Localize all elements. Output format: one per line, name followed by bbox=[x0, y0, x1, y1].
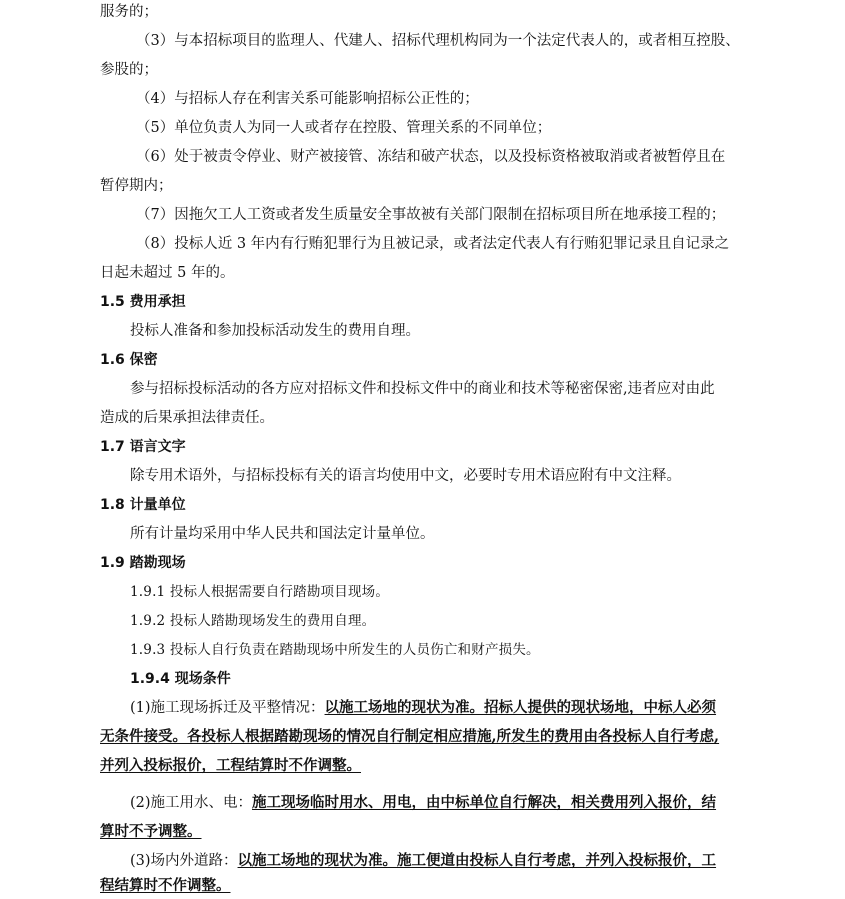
paragraph: 除专用术语外，与招标投标有关的语言均使用中文，必要时专用术语应附有中文注释。 bbox=[130, 468, 681, 484]
list-item-6: （6）处于被责令停业、财产被接管、冻结和破产状态，以及投标资格被取消或者被暂停且在 bbox=[136, 149, 726, 165]
condition-label: (1)施工现场拆迁及平整情况： bbox=[130, 700, 325, 716]
text-line: 服务的； bbox=[100, 4, 158, 20]
paragraph: 投标人准备和参加投标活动发生的费用自理。 bbox=[130, 323, 420, 339]
condition-text: 以施工场地的现状为准。招标人提供的现状场地，中标人必须 bbox=[324, 699, 717, 716]
text-line: 造成的后果承担法律责任。 bbox=[100, 410, 274, 426]
condition-label: (3)场内外道路： bbox=[130, 853, 238, 869]
section-heading-1-5: 1.5 费用承担 bbox=[100, 294, 186, 310]
text-line: 日起未超过 5 年的。 bbox=[100, 265, 235, 281]
subsection-1-9-3: 1.9.3 投标人自行负责在踏勘现场中所发生的人员伤亡和财产损失。 bbox=[130, 642, 540, 658]
subsection-heading-1-9-4: 1.9.4 现场条件 bbox=[130, 671, 231, 687]
condition-label: (2)施工用水、电： bbox=[130, 795, 253, 811]
section-heading-1-9: 1.9 踏勘现场 bbox=[100, 555, 186, 571]
condition-text: 无条件接受。各投标人根据踏勘现场的情况自行制定相应措施,所发生的费用由各投标人自行考虑, bbox=[100, 728, 720, 745]
list-item-5: （5）单位负责人为同一人或者存在控股、管理关系的不同单位； bbox=[136, 120, 552, 136]
section-heading-1-6: 1.6 保密 bbox=[100, 352, 158, 368]
condition-text: 程结算时不作调整。 bbox=[100, 877, 231, 894]
subsection-1-9-1: 1.9.1 投标人根据需要自行踏勘项目现场。 bbox=[130, 584, 390, 600]
condition-item-1 bbox=[0, 698, 845, 718]
condition-text: 并列入投标报价，工程结算时不作调整。 bbox=[100, 757, 361, 774]
condition-text: 以施工场地的现状为准。施工便道由投标人自行考虑，并列入投标报价，工 bbox=[237, 852, 717, 869]
subsection-1-9-2: 1.9.2 投标人踏勘现场发生的费用自理。 bbox=[130, 613, 376, 629]
paragraph: 参与招标投标活动的各方应对招标文件和投标文件中的商业和技术等秘密保密,违者应对由此 bbox=[130, 381, 715, 397]
list-item-3: （3）与本招标项目的监理人、代建人、招标代理机构同为一个法定代表人的，或者相互控股、 bbox=[136, 33, 740, 49]
section-heading-1-7: 1.7 语言文字 bbox=[100, 439, 186, 455]
condition-text: 算时不予调整。 bbox=[100, 823, 202, 840]
condition-item-3 bbox=[0, 851, 845, 871]
list-item-4: （4）与招标人存在利害关系可能影响招标公正性的； bbox=[136, 91, 479, 107]
text-line: 暂停期内； bbox=[100, 178, 173, 194]
section-heading-1-8: 1.8 计量单位 bbox=[100, 497, 186, 513]
text-line: 参股的； bbox=[100, 62, 158, 78]
list-item-7: （7）因拖欠工人工资或者发生质量安全事故被有关部门限制在招标项目所在地承接工程的； bbox=[136, 207, 726, 223]
condition-text: 施工现场临时用水、用电，由中标单位自行解决，相关费用列入报价，结 bbox=[252, 794, 717, 811]
condition-item-2 bbox=[0, 793, 845, 813]
list-item-8: （8）投标人近 3 年内有行贿犯罪行为且被记录，或者法定代表人有行贿犯罪记录且自记录之 bbox=[136, 236, 730, 252]
paragraph: 所有计量均采用中华人民共和国法定计量单位。 bbox=[130, 526, 435, 542]
